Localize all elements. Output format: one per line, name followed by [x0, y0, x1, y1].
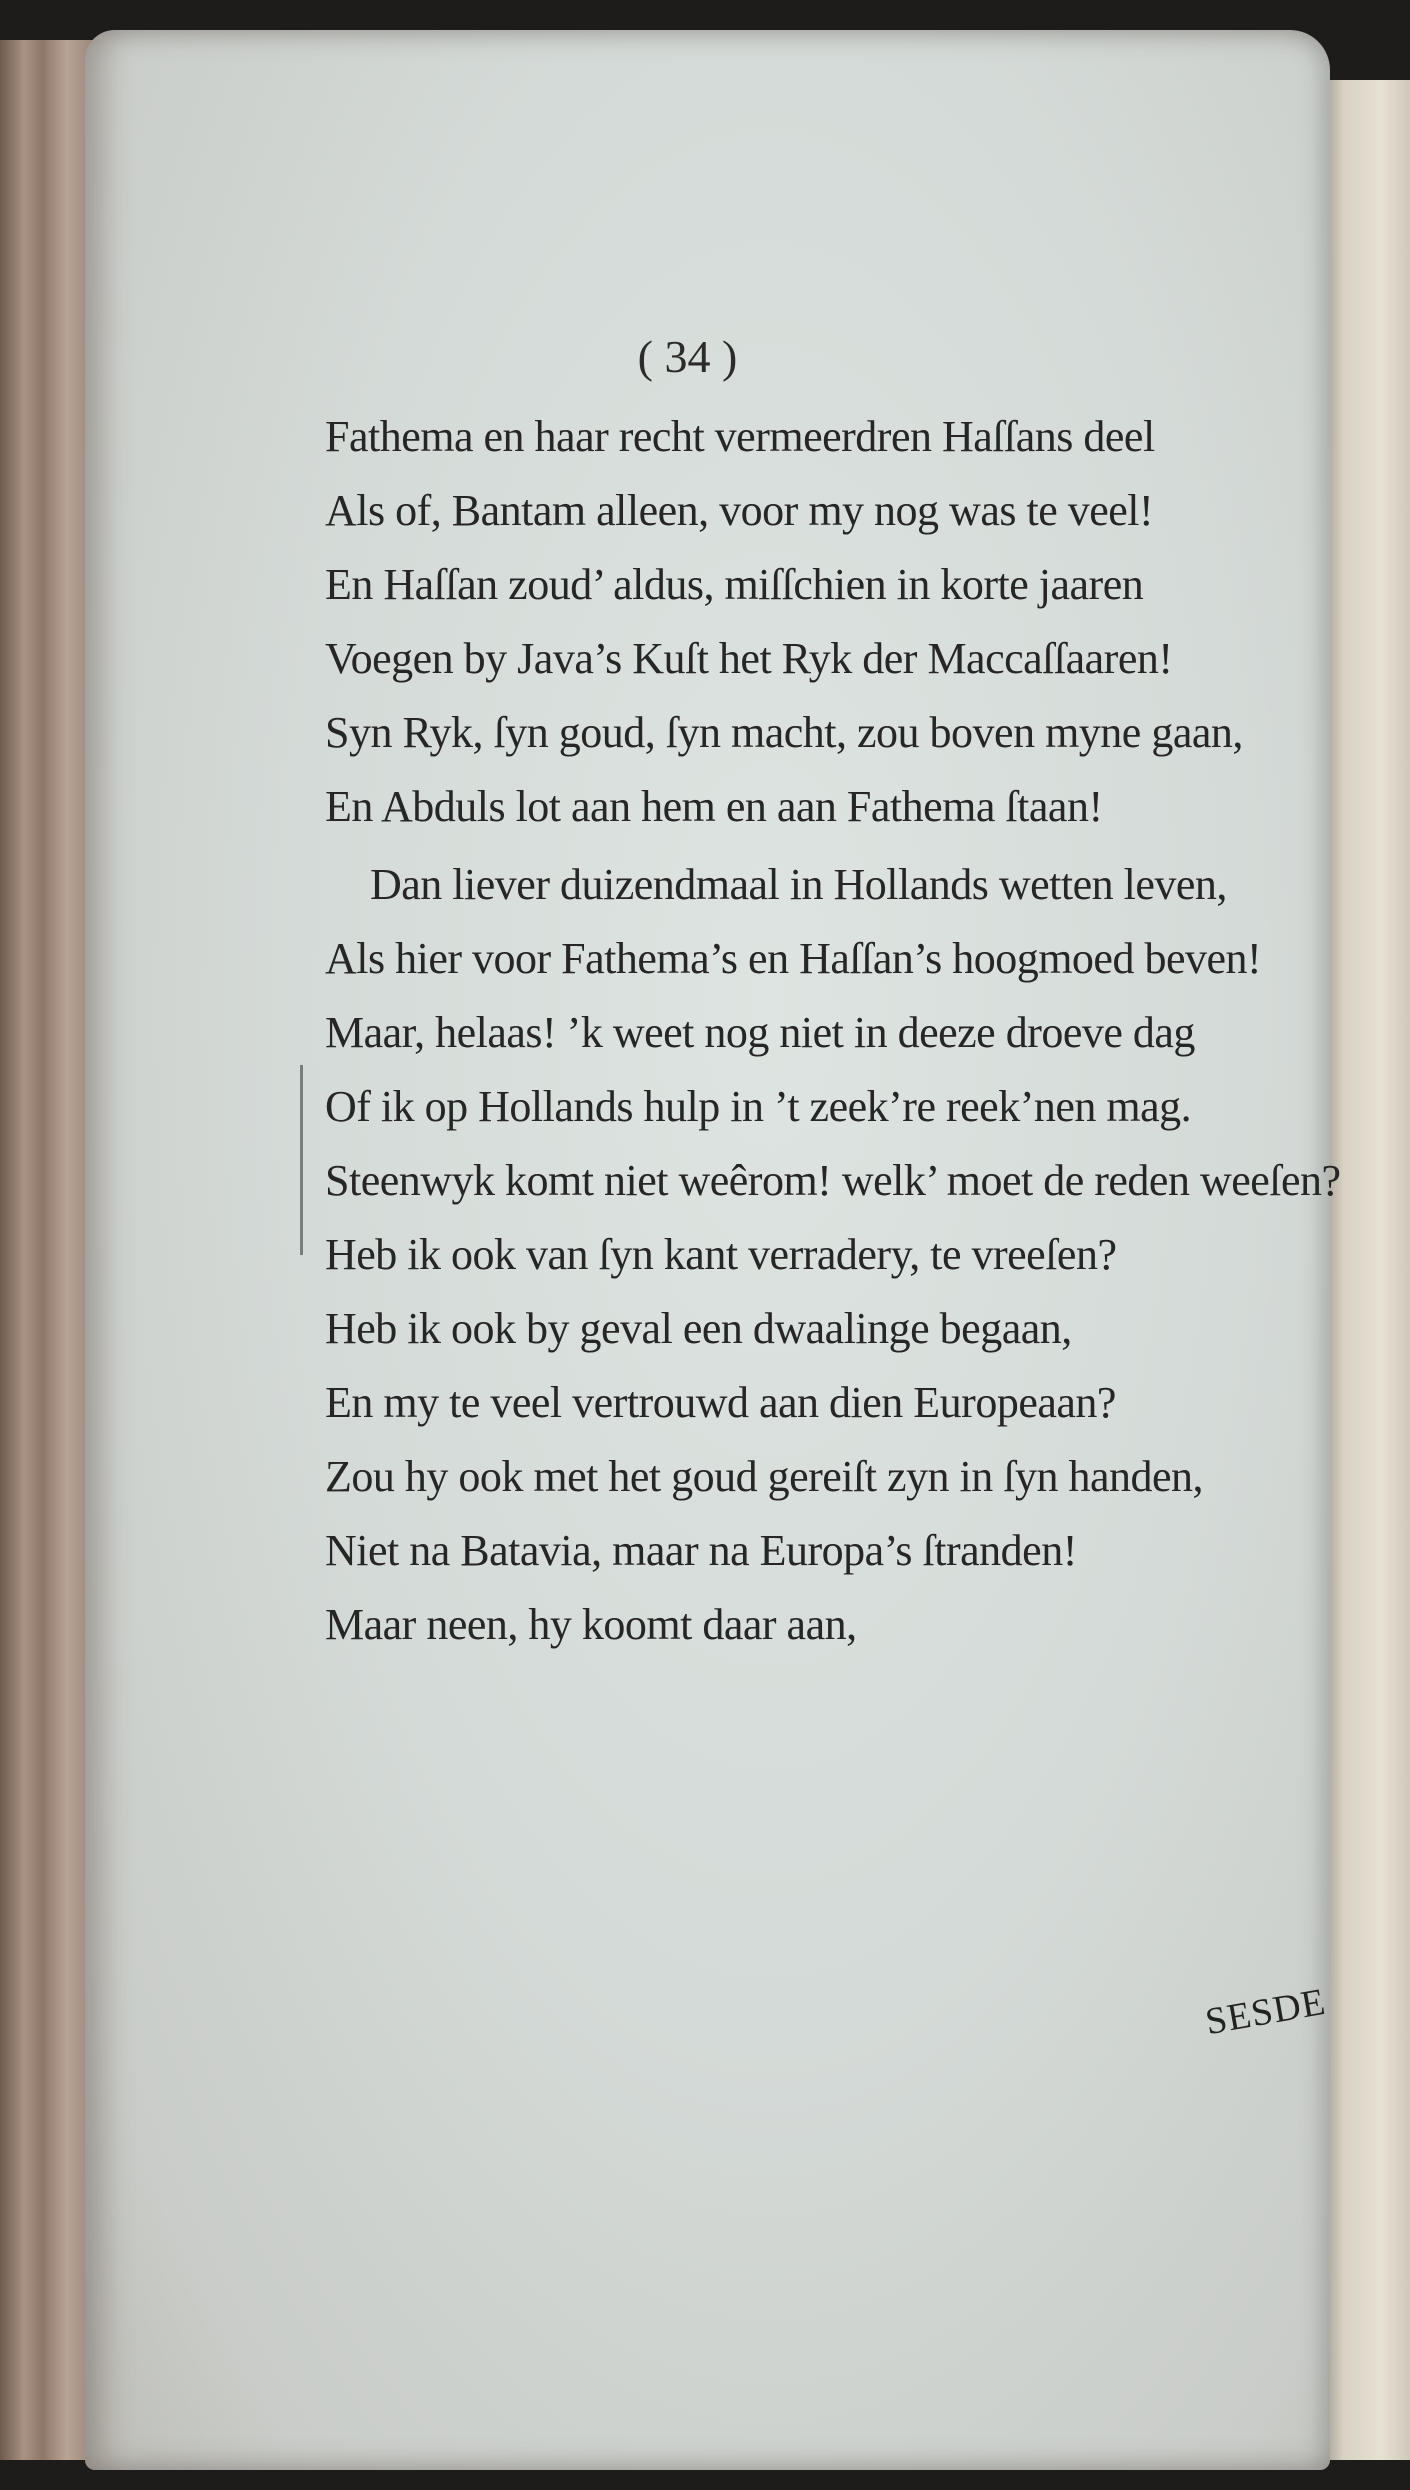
verse-line: Fathema en haar recht vermeerdren Haſſans deel	[325, 412, 1155, 461]
verse-line: En my te veel vertrouwd aan dien Europeaan?	[325, 1378, 1116, 1427]
verse-text	[325, 400, 1375, 1662]
catchword: SESDE	[1202, 1980, 1329, 2044]
verse-line: En Haſſan zoud’ aldus, miſſchien in korte jaaren	[325, 560, 1144, 609]
verse-line: Of ik op Hollands hulp in ’t zeek’re reek’nen mag.	[325, 1082, 1192, 1131]
verse-line: Syn Ryk, ſyn goud, ſyn macht, zou boven myne gaan,	[325, 708, 1243, 757]
verse-line: Maar, helaas! ’k weet nog niet in deeze droeve dag	[325, 1008, 1195, 1057]
verse-line: Heb ik ook van ſyn kant verradery, te vreeſen?	[325, 1230, 1117, 1279]
verse-line: Maar neen, hy koomt daar aan,	[325, 1600, 857, 1649]
verse-line: Zou hy ook met het goud gereiſt zyn in ſyn handen,	[325, 1452, 1204, 1501]
book-page-edges-left	[0, 40, 95, 2460]
margin-mark	[300, 1065, 303, 1255]
verse-line: Heb ik ook by geval een dwaalinge begaan,	[325, 1304, 1072, 1353]
verse-line-indented: Dan liever duizendmaal in Hollands wetten leven,	[370, 860, 1227, 909]
verse-line: Steenwyk komt niet weêrom! welk’ moet de reden weeſen?	[325, 1156, 1341, 1205]
verse-line: Niet na Batavia, maar na Europa’s ſtranden!	[325, 1526, 1077, 1575]
verse-line: Als of, Bantam alleen, voor my nog was te veel!	[325, 486, 1154, 535]
verse-line: Als hier voor Fathema’s en Haſſan’s hoogmoed beven!	[325, 934, 1262, 983]
page-number: ( 34 )	[637, 331, 738, 382]
verse-line: En Abduls lot aan hem en aan Fathema ſtaan!	[325, 782, 1103, 831]
verse-line: Voegen by Java’s Kuſt het Ryk der Maccaſſaaren!	[325, 634, 1173, 683]
